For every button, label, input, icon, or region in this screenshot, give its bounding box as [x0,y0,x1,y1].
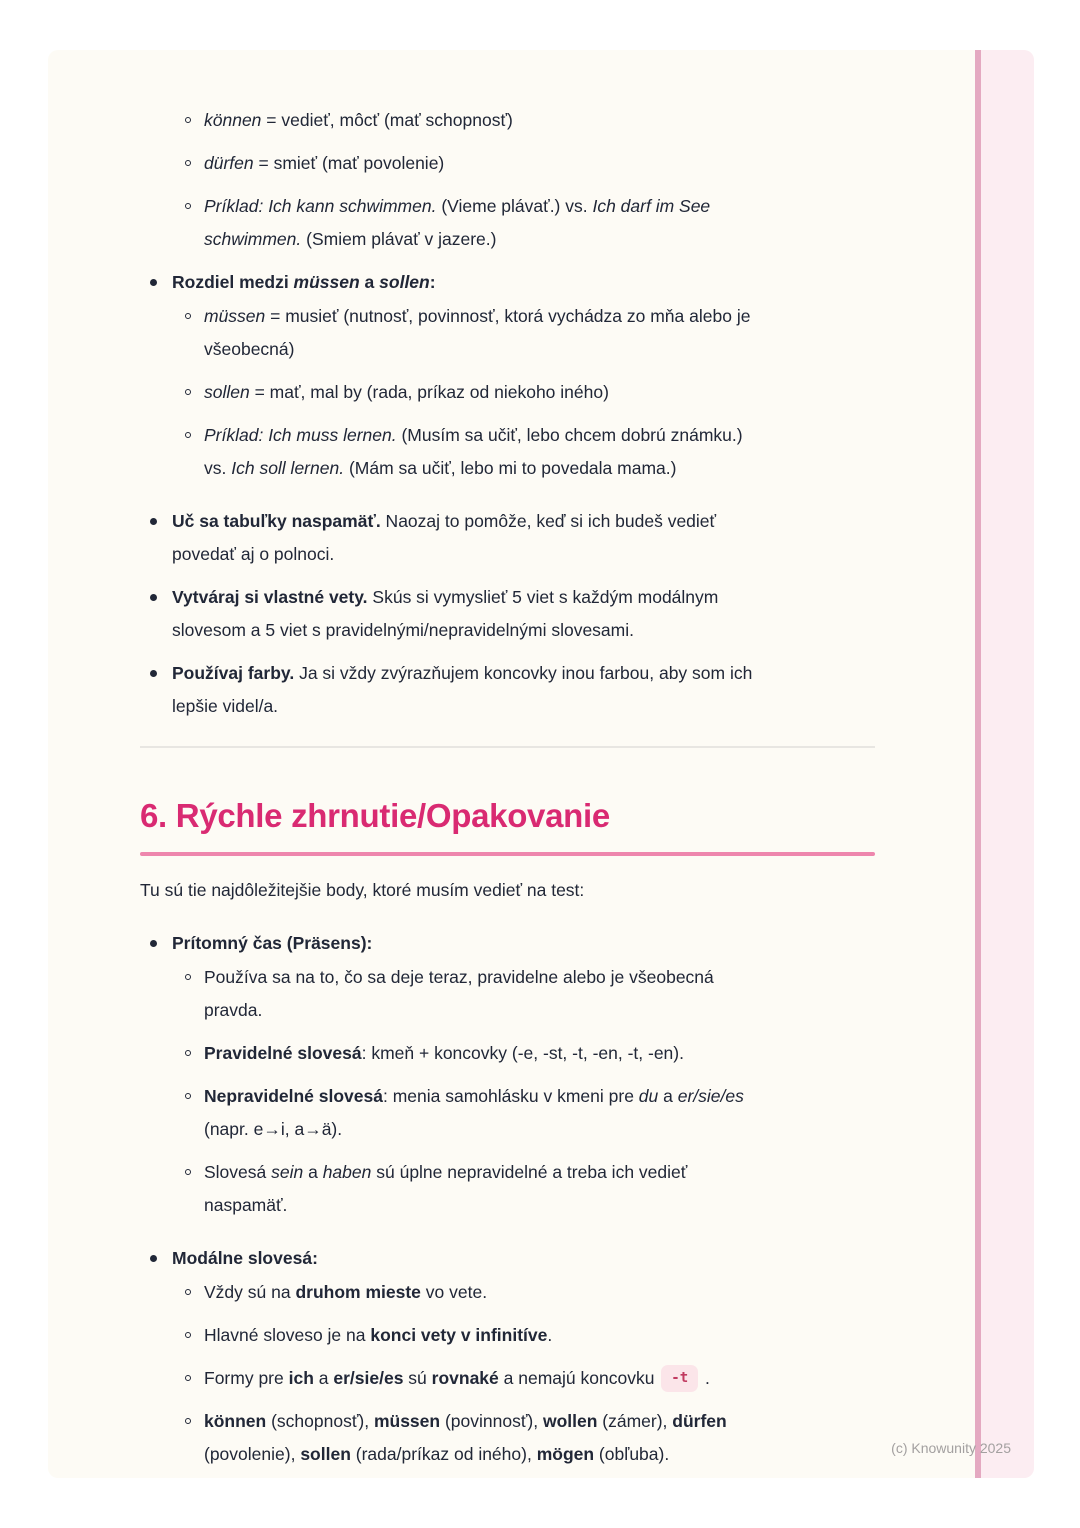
list-item [140,1405,876,1471]
circle-bullet-icon [185,117,191,123]
circle-bullet-icon [185,974,191,980]
list-item [140,1276,876,1309]
list-item [140,376,876,409]
list-item [140,1362,876,1395]
section-intro-text: Tu sú tie najdôležitejšie body, ktoré musím vedieť na test: [140,880,585,900]
list-item-text: müssen = musieť (nutnosť, povinnosť, ktorá vychádza zo mňa alebo je všeobecná) [204,306,751,359]
dot-bullet-icon [150,279,157,286]
list-item-text: Prítomný čas (Präsens): [172,933,373,953]
circle-bullet-icon [185,203,191,209]
list-item [140,190,876,256]
circle-bullet-icon [185,1050,191,1056]
circle-bullet-icon [185,160,191,166]
circle-bullet-icon [185,1375,191,1381]
list-item [140,300,876,366]
side-panel [981,50,1034,1478]
dot-bullet-icon [150,940,157,947]
list-item-text: Príklad: Ich kann schwimmen. (Vieme plávať.) vs. Ich darf im See schwimmen. (Smiem plávať v jazere.) [204,196,711,249]
list-item [140,961,876,1027]
dot-bullet-icon [150,1255,157,1262]
heading-underline [140,852,875,856]
circle-bullet-icon [185,1332,191,1338]
circle-bullet-icon [185,432,191,438]
list-item-text: Vytváraj si vlastné vety. Skús si vymyslieť 5 viet s každým modálnym slovesom a 5 viet s pravidelnými/nepravidelnými slovesami. [172,587,719,640]
circle-bullet-icon [185,1093,191,1099]
section-divider [140,746,875,748]
list-item-text: können = vedieť, môcť (mať schopnosť) [204,110,513,130]
circle-bullet-icon [185,1169,191,1175]
list-item-text: sollen = mať, mal by (rada, príkaz od niekoho iného) [204,382,609,402]
list-item-text: Modálne slovesá: [172,1248,318,1268]
list-item-text: Príklad: Ich muss lernen. (Musím sa učiť, lebo chcem dobrú známku.) vs. Ich soll lernen. (Mám sa učiť, lebo mi to povedala mama.) [204,425,743,478]
list-item-text: Slovesá sein a haben sú úplne nepravidelné a treba ich vedieť naspamäť. [204,1162,688,1215]
circle-bullet-icon [185,1289,191,1295]
list-item [140,657,876,723]
list-item [140,147,876,180]
list-item-text: Hlavné sloveso je na konci vety v infinitíve. [204,1325,553,1345]
footer-credit: (c) Knowunity 2025 [891,1440,1011,1456]
list-item [140,1037,876,1070]
circle-bullet-icon [185,313,191,319]
list-item [140,495,876,571]
notes-card [48,50,1034,1478]
list-item [140,419,876,485]
list-item-text: Používaj farby. Ja si vždy zvýrazňujem koncovky inou farbou, aby som ich lepšie videl/a. [172,663,753,716]
dot-bullet-icon [150,594,157,601]
list-item [140,1232,876,1275]
list-item [140,104,876,137]
list-item [140,1080,876,1146]
list-item [140,1319,876,1352]
study-tips-list [140,266,876,723]
circle-bullet-icon [185,1418,191,1424]
circle-bullet-icon [185,389,191,395]
document-content [140,104,876,1481]
list-item-text: dürfen = smieť (mať povolenie) [204,153,445,173]
modal-verbs-sublist [140,104,876,256]
list-item-text: Uč sa tabuľky naspamäť. Naozaj to pomôže, keď si ich budeš vedieť povedať aj o polnoci. [172,511,717,564]
list-item-text: Rozdiel medzi müssen a sollen: [172,272,436,292]
list-item-text: Pravidelné slovesá: kmeň + koncovky (-e, -st, -t, -en, -t, -en). [204,1043,684,1063]
list-item [140,927,876,960]
list-item [140,581,876,647]
summary-list [140,927,876,1471]
dot-bullet-icon [150,518,157,525]
list-item-text: Nepravidelné slovesá: menia samohlásku v kmeni pre du a er/sie/es (napr. e→i, a→ä). [204,1086,744,1139]
list-item [140,1156,876,1222]
list-item-text: Používa sa na to, čo sa deje teraz, pravidelne alebo je všeobecná pravda. [204,967,714,1020]
side-accent-line [975,50,981,1478]
section-heading: 6. Rýchle zhrnutie/Opakovanie [140,797,610,834]
list-item-text: Vždy sú na druhom mieste vo vete. [204,1282,488,1302]
list-item-text: Formy pre ich a er/sie/es sú rovnaké a nemajú koncovku -t . [204,1368,710,1388]
list-item [140,266,876,299]
dot-bullet-icon [150,670,157,677]
list-item-text: können (schopnosť), müssen (povinnosť), wollen (zámer), dürfen (povolenie), sollen (rada/príkaz od iného), mögen (obľuba). [204,1411,727,1464]
